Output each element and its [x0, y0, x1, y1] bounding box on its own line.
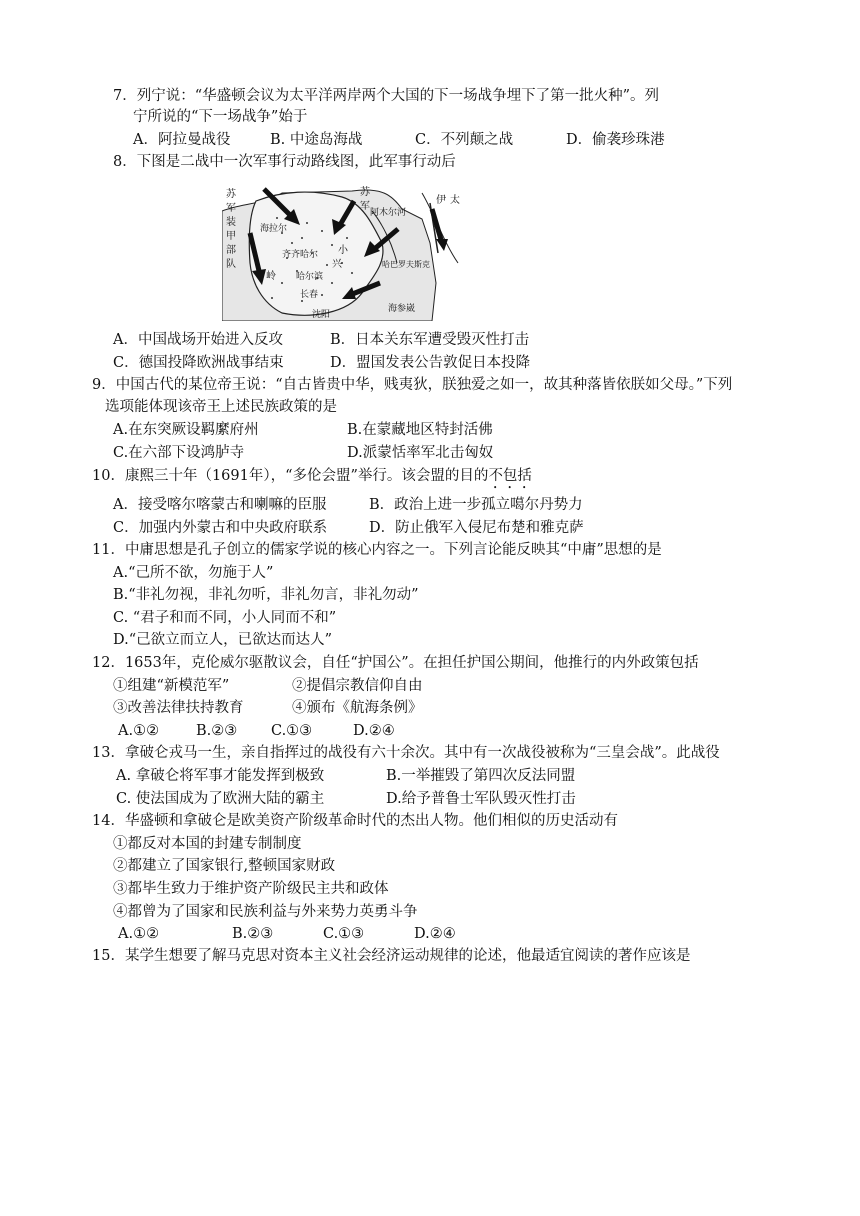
q7-option-c: C．不列颠之战: [415, 132, 514, 148]
q12-stem: 12．1653年，克伦威尔驱散议会，自任“护国公”。在担任护国公期间，他推行的内外政策包括: [92, 655, 699, 671]
map-label: 海拉尔: [260, 223, 288, 233]
q14-option-a: A.①②: [118, 926, 160, 942]
map-label: 哈尔滨: [296, 271, 324, 281]
q10-option-b: B．政治上进一步孤立噶尔丹势力: [369, 497, 583, 513]
q11-option-d: D.“己欲立而立人，已欲达而达人”: [113, 632, 333, 648]
q14-option-c: C.①③: [323, 926, 365, 942]
q12-option-b: B.②③: [196, 723, 238, 739]
q10-option-d: D．防止俄军入侵尼布楚和雅克萨: [369, 520, 584, 536]
map-label: 沈阳: [312, 309, 331, 319]
q14-stem: 14．华盛顿和拿破仑是欧美资产阶级革命时代的杰出人物。他们相似的历史活动有: [92, 813, 618, 829]
q7-option-d: D．偷袭珍珠港: [566, 132, 665, 148]
map-label: 岭: [266, 271, 276, 282]
q8-option-d: D．盟国发表公告敦促日本投降: [330, 355, 531, 371]
q14-option-b: B.②③: [232, 926, 274, 942]
map-label: 队: [226, 259, 236, 270]
map-label: 伊: [436, 195, 446, 206]
q14-item-2: ②都建立了国家银行,整顿国家财政: [113, 858, 336, 874]
q9-option-c: C.在六部下设鸿胪寺: [113, 445, 245, 461]
map-label: 部: [226, 245, 236, 256]
q9-stem-line1: 9．中国古代的某位帝王说：“自古皆贵中华，贱夷狄，朕独爱之如一，故其种落皆依朕如父母。”下列: [92, 377, 733, 393]
q12-item-1: ①组建“新模范军”: [113, 678, 230, 694]
q14-item-3: ③都毕生致力于维护资产阶级民主共和政体: [113, 881, 389, 897]
map-label: 阿木尔河: [370, 207, 407, 217]
q10-stem-text: 10．康熙三十年（1691年），“多伦会盟”举行。该会盟的目的: [92, 468, 489, 484]
map-label: 齐齐哈尔: [282, 249, 319, 259]
q15-stem: 15．某学生想要了解马克思对资本主义社会经济运动规律的论述，他最适宜阅读的著作应该是: [92, 948, 691, 964]
q7-stem-line2: 宁所说的“下一场战争”始于: [133, 109, 308, 125]
q11-option-c: C. “君子和而不同，小人同而不和”: [113, 610, 337, 626]
q12-item-2: ②提倡宗教信仰自由: [292, 678, 423, 694]
q12-item-4: ④颁布《航海条例》: [292, 700, 423, 716]
map-label: 装: [226, 217, 236, 228]
q10-stem: [92, 466, 532, 492]
q8-option-a: A．中国战场开始进入反攻: [113, 332, 283, 348]
q11-option-b: B.“非礼勿视，非礼勿听，非礼勿言，非礼勿动”: [113, 587, 419, 603]
q10-option-c: C．加强内外蒙古和中央政府联系: [113, 520, 328, 536]
q8-option-c: C．德国投降欧洲战事结束: [113, 355, 284, 371]
q9-option-a: A.在东突厥设羁縻府州: [113, 422, 259, 438]
q12-item-3: ③改善法律扶持教育: [113, 700, 244, 716]
q9-option-d: D.派蒙恬率军北击匈奴: [347, 445, 494, 461]
q9-stem-line2: 选项能体现该帝王上述民族政策的是: [105, 399, 337, 415]
q8-option-b: B．日本关东军遭受毁灭性打击: [330, 332, 530, 348]
q7-option-b: B. 中途岛海战: [270, 132, 363, 148]
q13-option-d: D.给予普鲁士军队毁灭性打击: [386, 791, 576, 807]
q14-item-4: ④都曾为了国家和民族利益与外来势力英勇斗争: [113, 904, 418, 920]
map-label: 哈巴罗夫斯克: [382, 260, 430, 269]
map-label: 海参崴: [388, 303, 416, 313]
q12-option-a: A.①②: [118, 723, 160, 739]
q12-option-d: D.②④: [353, 723, 395, 739]
q13-option-b: B.一举摧毁了第四次反法同盟: [386, 768, 576, 784]
map-label: 军: [360, 201, 370, 212]
map-label: 苏: [226, 189, 236, 200]
q13-option-c: C. 使法国成为了欧洲大陆的霸主: [116, 791, 325, 807]
map-label: 小: [338, 245, 348, 256]
q9-option-b: B.在蒙藏地区特封活佛: [347, 422, 493, 438]
q7-stem-line1: 7．列宁说：“华盛顿会议为太平洋两岸两个大国的下一场战争埋下了第一批火种”。列: [113, 88, 660, 104]
q7-option-a: A．阿拉曼战役: [133, 132, 231, 148]
q8-stem: 8．下图是二战中一次军事行动路线图，此军事行动后: [113, 154, 456, 170]
q14-option-d: D.②④: [414, 926, 456, 942]
q11-option-a: A.“己所不欲，勿施于人”: [113, 565, 274, 581]
q13-option-a: A. 拿破仑将军事才能发挥到极致: [116, 768, 325, 784]
q11-stem: 11．中庸思想是孔子创立的儒家学说的核心内容之一。下列言论能反映其“中庸”思想的是: [92, 542, 662, 558]
q10-stem-emphasis: 不包括: [488, 468, 532, 484]
q12-option-c: C.①③: [271, 723, 313, 739]
map-label: 苏: [360, 187, 370, 198]
map-label: 兴: [332, 259, 342, 270]
q14-item-1: ①都反对本国的封建专制制度: [113, 836, 302, 852]
map-label: 长春: [300, 289, 319, 299]
q10-option-a: A．接受喀尔喀蒙古和喇嘛的臣服: [113, 497, 327, 513]
map-label: 军: [226, 203, 236, 214]
map-label: 甲: [226, 231, 236, 242]
military-route-map: [222, 183, 464, 321]
q13-stem: 13．拿破仑戎马一生，亲自指挥过的战役有六十余次。其中有一次战役被称为“三皇会战”。此战役: [92, 745, 720, 761]
map-label: 太: [450, 195, 460, 206]
